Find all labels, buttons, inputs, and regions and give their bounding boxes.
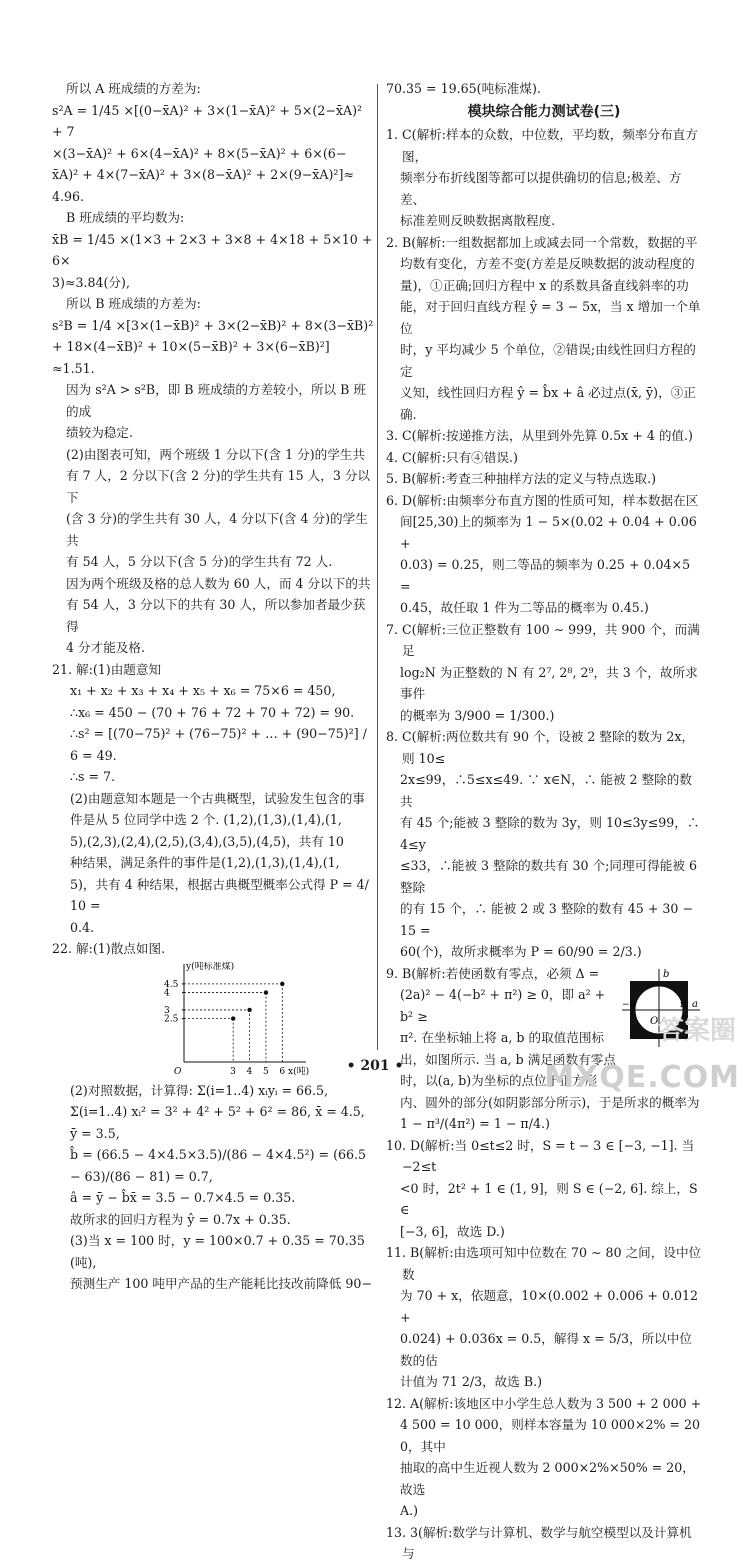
text-line: 9. B(解析:若使函数有零点，必须 Δ = bbox=[386, 965, 600, 981]
y-tick-label: 2.5 bbox=[164, 1014, 179, 1025]
text-line: 因为两个班级及格的总人数为 60 人，而 4 分以下的共 bbox=[66, 575, 371, 591]
text-line: <0 时，2t² + 1 ∈ (1, 9]，则 S ∈ (−2, 6]. 综上，S ∈ bbox=[400, 1180, 702, 1217]
text-line: 件是从 5 位同学中选 2 个. (1,2),(1,3),(1,4),(1, bbox=[70, 812, 342, 827]
text-line: Σ(i=1..4) xᵢ² = 3² + 4² + 5² + 6² = 86, x̄ = 4.5, ȳ = 3.5, bbox=[70, 1104, 369, 1141]
y-tick-label: 4 bbox=[164, 988, 170, 999]
text-line: b̂ = (66.5 − 4×4.5×3.5)/(86 − 4×4.5²) = (66.5 − 63)/(86 − 81) = 0.7, bbox=[70, 1147, 371, 1184]
text-line: 2x≤99，∴5≤x≤49. ∵ x∈N，∴ 能被 2 整除的数共 bbox=[400, 772, 692, 809]
text-line: 间[25,30)上的频率为 1 − 5×(0.02 + 0.04 + 0.06 + bbox=[400, 514, 701, 551]
pi-label: π bbox=[680, 999, 686, 1010]
text-line: x̄B = 1/45 ×(1×3 + 2×3 + 3×8 + 4×18 + 5×10 + 6× bbox=[52, 231, 377, 268]
text-line: (2a)² − 4(−b² + π²) ≥ 0，即 a² + b² ≥ bbox=[400, 987, 610, 1024]
x-tick-label: 5 bbox=[262, 1066, 269, 1077]
text-line: (3)当 x = 100 时，y = 100×0.7 + 0.35 = 70.35(吨), bbox=[70, 1233, 365, 1270]
text-line: [−3, 6]，故选 D.) bbox=[400, 1223, 505, 1239]
watermark-text: 答案圈 bbox=[657, 1016, 736, 1046]
text-line: 3)≈3.84(分), bbox=[52, 274, 130, 290]
text-line: ×(3−x̄A)² + 6×(4−x̄A)² + 8×(5−x̄A)² + 6×(6− bbox=[52, 145, 347, 161]
text-line: 故所求的回归方程为 ŷ = 0.7x + 0.35. bbox=[70, 1211, 291, 1227]
text-line: A.) bbox=[400, 1503, 419, 1518]
continuation-line: 70.35 = 19.65(吨标准煤). bbox=[386, 81, 541, 96]
text-line: s²A = 1/45 ×[(0−x̄A)² + 3×(1−x̄A)² + 5×(2−x̄A)² + 7 bbox=[52, 102, 367, 139]
text-line: π². 在坐标轴上将 a, b 的取值范围标 bbox=[400, 1030, 605, 1045]
text-line: 60(个)，故所求概率为 P = 60/90 = 2/3.) bbox=[400, 944, 642, 959]
text-line: 有 54 人，5 分以下(含 5 分)的学生共有 72 人. bbox=[66, 554, 333, 569]
text-line: 预测生产 100 吨甲产品的生产能耗比技改前降低 90− bbox=[70, 1276, 372, 1291]
text-line: 21. 解:(1)由题意知 bbox=[52, 661, 162, 677]
column-divider bbox=[377, 84, 378, 1050]
text-line: 为 70 + x，依题意，10×(0.002 + 0.006 + 0.012 + bbox=[400, 1288, 703, 1325]
right-lines bbox=[386, 124, 702, 963]
text-line: 1. C(解析:样本的众数，中位数，平均数，频率分布直方图， bbox=[386, 127, 698, 164]
text-line: ∴x₆ = 450 − (70 + 76 + 72 + 70 + 72) = 90. bbox=[70, 704, 355, 720]
text-line: 义知，线性回归方程 ŷ = b̂x + â 必过点(x̄, ȳ)，③正确. bbox=[400, 385, 696, 422]
text-line: 0.03) = 0.25，则二等品的频率为 0.25 + 0.04×5 = bbox=[400, 557, 695, 594]
text-line: 22. 解:(1)散点如图. bbox=[52, 941, 166, 956]
text-line: 种结果，满足条件的事件是(1,2),(1,3),(1,4),(1, bbox=[70, 855, 340, 870]
text-line: 能，对于回归直线方程 ŷ = 3 − 5x，当 x 增加一个单位 bbox=[400, 299, 701, 336]
text-line: 有 54 人，3 分以下的共有 30 人，所以参加者最少获得 bbox=[66, 597, 366, 634]
text-line: log₂N 为正整数的 N 有 2⁷, 2⁸, 2⁹，共 3 个，故所求事件 bbox=[400, 664, 698, 701]
text-line: 1 − π³/(4π²) = 1 − π/4.) bbox=[400, 1116, 550, 1131]
text-line: 有 45 个;能被 3 整除的数为 3y，则 10≤3y≤99，∴ 4≤y bbox=[400, 815, 704, 852]
text-line: 量)，①正确;回归方程中 x 的系数具备直线斜率的功 bbox=[400, 277, 689, 293]
text-line: (2)由图表可知，两个班级 1 分以下(含 1 分)的学生共 bbox=[66, 446, 365, 462]
watermark-url: MXQE.COM bbox=[544, 1060, 740, 1095]
text-line: 0.45，故任取 1 件为二等品的概率为 0.45.) bbox=[400, 600, 649, 615]
x-tick-label: 4 bbox=[246, 1066, 253, 1077]
text-line: 13. 3(解析:数学与计算机、数学与航空模型以及计算机与 bbox=[386, 1524, 692, 1561]
text-line: 10. D(解析:当 0≤t≤2 时，S = t − 3 ∈ [−3, −1]. 当 −2≤t bbox=[386, 1137, 699, 1174]
text-line: s²B = 1/4 ×[3×(1−x̄B)² + 3×(2−x̄B)² + 8×(3−x̄B)² bbox=[52, 317, 374, 333]
text-line: 5. B(解析:考查三种抽样方法的定义与特点选取.) bbox=[386, 471, 657, 486]
text-line: 5),(2,3),(2,4),(2,5),(3,4),(3,5),(4,5)，共有 10 bbox=[70, 833, 344, 849]
question-9 bbox=[386, 963, 702, 1135]
text-line: 12. A(解析:该地区中小学生总人数为 3 500 + 2 000 + bbox=[386, 1395, 702, 1411]
text-line: 6. D(解析:由频率分布直方图的性质可知，样本数据在区 bbox=[386, 492, 699, 508]
text-line: 2. B(解析:一组数据都加上或减去同一个常数，数据的平 bbox=[386, 234, 698, 250]
data-point bbox=[247, 1007, 251, 1011]
left-lines bbox=[52, 78, 377, 960]
section-title: 模块综合能力测试卷(三) bbox=[467, 103, 621, 120]
text-line: ∴s² = [(70−75)² + (76−75)² + … + (90−75)²] / 6 = 49. bbox=[70, 726, 371, 763]
text-line: â = ȳ − b̂x̄ = 3.5 − 0.7×4.5 = 0.35. bbox=[70, 1190, 296, 1205]
text-line: x₁ + x₂ + x₃ + x₄ + x₅ + x₆ = 75×6 = 450, bbox=[70, 683, 336, 698]
text-line: (2)由题意知本题是一个古典概型，试验发生包含的事 bbox=[70, 790, 365, 806]
text-line: 11. B(解析:由选项可知中位数在 70 ∼ 80 之间，设中位数 bbox=[386, 1245, 702, 1282]
text-line: 所以 A 班成绩的方差为: bbox=[66, 81, 201, 96]
text-line: 3. C(解析:按递推方法，从里到外先算 0.5x + 4 的值.) bbox=[386, 428, 693, 443]
text-line: 绩较为稳定. bbox=[66, 425, 133, 440]
data-point bbox=[264, 990, 268, 994]
text-line: 内、圆外的部分(如阴影部分所示)，于是所求的概率为 bbox=[400, 1094, 700, 1110]
text-line: 计值为 71 2/3，故选 B.) bbox=[400, 1374, 543, 1389]
page-number: • 201 • bbox=[346, 1058, 404, 1074]
text-line: 有 7 人，2 分以下(含 2 分)的学生共有 15 人，3 分以下 bbox=[66, 468, 371, 505]
text-line: 的概率为 3/900 = 1/300.) bbox=[400, 707, 555, 723]
text-line: 标准差则反映数据离散程度. bbox=[400, 213, 556, 228]
text-line: 均数有变化，方差不变(方差是反映数据的波动程度的 bbox=[400, 256, 695, 271]
text-line: 4 500 = 10 000，则样本容量为 10 000×2% = 200，其中 bbox=[400, 1417, 701, 1454]
text-line: 0.024) + 0.036x = 0.5，解得 x = 5/3，所以中位数的估 bbox=[400, 1331, 692, 1368]
text-line: 所以 B 班成绩的方差为: bbox=[66, 296, 201, 311]
text-line: 7. C(解析:三位正整数有 100 ∼ 999，共 900 个，而满足 bbox=[386, 621, 700, 658]
right-lines-after bbox=[386, 1135, 702, 1565]
x-tick-label: 6 bbox=[279, 1066, 286, 1077]
origin-label: O bbox=[650, 1015, 659, 1027]
text-line: 时，y 平均减少 5 个单位，②错误;由线性回归方程的定 bbox=[400, 342, 696, 379]
text-line: 频率分布折线图等都可以提供确切的信息;极差、方差、 bbox=[400, 170, 682, 207]
y-tick-label: 3 bbox=[164, 1005, 170, 1016]
text-line: 时，以(a, b)为坐标的点位于正方形 bbox=[400, 1073, 598, 1088]
data-point bbox=[280, 981, 284, 985]
y-tick-label: 4.5 bbox=[164, 979, 179, 990]
text-line: ≈1.51. bbox=[52, 360, 95, 376]
x-tick-label: 3 bbox=[230, 1066, 236, 1077]
a-label: a bbox=[692, 998, 698, 1010]
text-line: 4.96. bbox=[52, 188, 85, 204]
text-line: 4. C(解析:只有④错误.) bbox=[386, 449, 518, 465]
text-line: + 18×(4−x̄B)² + 10×(5−x̄B)² + 3×(6−x̄B)²] bbox=[52, 339, 330, 354]
data-point bbox=[231, 1016, 235, 1020]
origin-label: O bbox=[174, 1066, 182, 1077]
text-line: 因为 s²A > s²B，即 B 班成绩的方差较小，所以 B 班的成 bbox=[66, 382, 366, 419]
text-line: (含 3 分)的学生共有 30 人，4 分以下(含 4 分)的学生共 bbox=[66, 511, 368, 548]
text-line: 4 分才能及格. bbox=[66, 640, 145, 655]
text-line: 8. C(解析:两位数共有 90 个，设被 2 整除的数为 2x，则 10≤ bbox=[386, 729, 695, 766]
text-line: (2)对照数据，计算得: Σ(i=1..4) xᵢyᵢ = 66.5, bbox=[70, 1082, 329, 1098]
text-line: ∴s = 7. bbox=[70, 769, 116, 784]
text-line: 抽取的高中生近视人数为 2 000×2%×50% = 20，故选 bbox=[400, 1460, 695, 1497]
text-line: B 班成绩的平均数为: bbox=[66, 210, 185, 225]
text-line: 0.4. bbox=[70, 919, 95, 935]
text-line: ≤33，∴能被 3 整除的数共有 30 个;同理可得能被 6 整除 bbox=[400, 858, 701, 895]
text-line: x̄A)² + 4×(7−x̄A)² + 3×(8−x̄A)² + 2×(9−x̄A)²]≈ bbox=[52, 167, 354, 182]
y-axis-label: y(吨标准煤) bbox=[186, 961, 235, 972]
text-line: 5)，共有 4 种结果，根据古典概型概率公式得 P = 4/10 = bbox=[70, 876, 369, 913]
x-axis-label: x(吨) bbox=[288, 1066, 310, 1077]
b-label: b bbox=[663, 968, 670, 980]
text-line: 出，如图所示. 当 a, b 满足函数有零点 bbox=[400, 1051, 616, 1067]
left-lines-after bbox=[52, 1080, 374, 1295]
neg-pi-label: −π bbox=[622, 999, 636, 1010]
right-column bbox=[386, 78, 702, 1565]
text-line: 的有 15 个，∴ 能被 2 或 3 整除的数有 45 + 30 − 15 = bbox=[400, 901, 697, 938]
